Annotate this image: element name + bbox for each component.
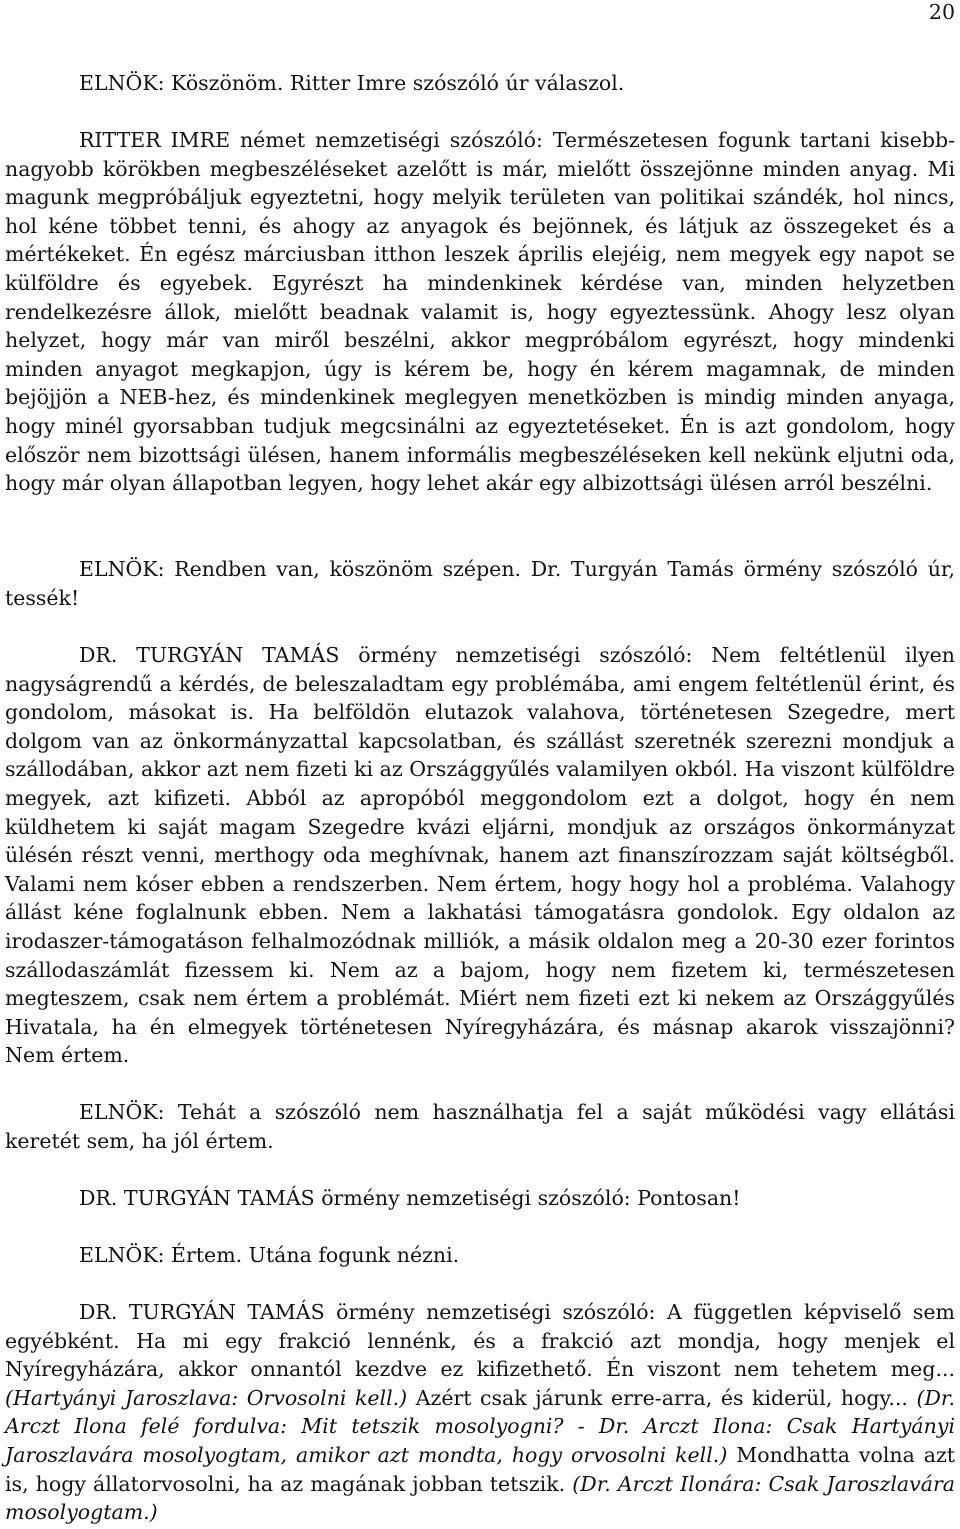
paragraph-elnok-ertem: ELNÖK: Értem. Utána fogunk nézni. xyxy=(79,1243,460,1267)
page-number: 20 xyxy=(928,0,955,24)
speech-segment: Mondhatta volna azt is, hogy állatorvosolni, ha az magának jobban tetszik. xyxy=(5,1442,955,1496)
speech-segment: DR. TURGYÁN TAMÁS örmény nemzetiségi szószóló: A független képviselő sem egyébként. Ha mi egy frakció lennénk, és a frakció azt mondja, hogy menjek el Nyíregyházára, akkor onnantól kezdve ez kifizethető. Én viszont nem tehetem meg... xyxy=(5,1300,955,1382)
interjection-arczt: (Dr. Arczt Ilona felé fordulva: Mit tetszik mosolyogni? - Dr. Arczt Ilona: Csak Hartyányi Jaroszlavára mosolyogtam, amikor azt mondta, hogy orvosolni kell.) xyxy=(5,1385,955,1467)
interjection-arczt-reply: (Dr. Arczt Ilonára: Csak Jaroszlavára mosolyogtam.) xyxy=(5,1471,955,1525)
speech-segment: Azért csak járunk erre-arra, és kiderül, hogy... xyxy=(407,1385,917,1410)
paragraph-elnok-koszonom: ELNÖK: Köszönöm. Ritter Imre szószóló úr válaszol. xyxy=(79,71,625,95)
paragraph-elnok-tehat: ELNÖK: Tehát a szószóló nem használhatja fel a saját működési vagy ellátási keretét sem, ha jól értem. xyxy=(5,1100,955,1153)
interjection-hartyanyi: (Hartyányi Jaroszlava: Orvosolni kell.) xyxy=(5,1385,408,1410)
paragraph-turgyan-fuggetlen xyxy=(5,1298,955,1527)
paragraph-ritter-imre: RITTER IMRE német nemzetiségi szószóló: Természetesen fogunk tartani kisebb-nagyobb körökben megbeszéléseket azelőtt is már, mielőtt összejönne minden anyag. Mi magunk megpróbáljuk egyeztetni, hogy melyik területen van politikai szándék, hol nincs, hol kéne többet tenni, és ahogy az anyagok és bejönnek, és látjuk az összegeket és a mértékeket. Én egész márciusban itthon leszek április elejéig, nem megyek egy napot se külföldre és egyebek. Egyrészt ha mindenkinek kérdése van, minden helyzetben rendelkezésre állok, mielőtt beadnak valamit is, hogy egyeztessünk. Ahogy lesz olyan helyzet, hogy már van miről beszélni, akkor megpróbálom egyrészt, hogy mindenki minden anyagot megkapjon, úgy is kérem be, hogy én kérem magamnak, de minden bejöjjön a NEB-hez, és mindenkinek meglegyen menetközben is mindig minden anyaga, hogy minél gyorsabban tudjuk megcsinálni az egyeztetéseket. Én is azt gondolom, hogy először nem bizottsági ülésen, hanem informális megbeszéléseken kell nekünk eljutni oda, hogy már olyan állapotban legyen, hogy lehet akár egy albizottsági ülésen arról beszélni. xyxy=(5,128,955,496)
paragraph-turgyan-pontosan: DR. TURGYÁN TAMÁS örmény nemzetiségi szószóló: Pontosan! xyxy=(79,1186,741,1210)
paragraph-elnok-rendben: ELNÖK: Rendben van, köszönöm szépen. Dr. Turgyán Tamás örmény szószóló úr, tessék! xyxy=(5,557,955,610)
paragraph-turgyan-question: DR. TURGYÁN TAMÁS örmény nemzetiségi szószóló: Nem feltétlenül ilyen nagyságrendű a kérdés, de beleszaladtam egy problémába, ami engem feltétlenül érint, és gondolom, másokat is. Ha belföldön elutazok valahova, történetesen Szegedre, mert dolgom van az önkormányzattal kapcsolatban, és szállást szeretnék szerezni mondjuk a szállodában, akkor azt nem fizeti ki az Országgyűlés valamilyen okból. Ha viszont külföldre megyek, azt kifizeti. Abból az apropóból meggondolom ezt a dolgot, hogy én nem küldhetem ki saját magam Szegedre kvázi eljárni, mondjuk az országos önkormányzat ülésén részt venni, merthogy oda meghívnak, hanem azt finanszírozzam saját költségből. Valami nem kóser ebben a rendszerben. Nem értem, hogy hogy hol a probléma. Valahogy állást kéne foglalnunk ebben. Nem a lakhatási támogatásra gondolok. Egy oldalon az irodaszer-támogatáson felhalmozódnak milliók, a másik oldalon meg a 20-30 ezer forintos szállodaszámlát fizessem ki. Nem az a bajom, hogy nem fizetem ki, természetesen megteszem, csak nem értem a problémát. Miért nem fizeti ezt ki nekem az Országgyűlés Hivatala, ha én elmegyek történetesen Nyíregyházára, és másnap akarok visszajönni? Nem értem. xyxy=(5,643,955,1068)
